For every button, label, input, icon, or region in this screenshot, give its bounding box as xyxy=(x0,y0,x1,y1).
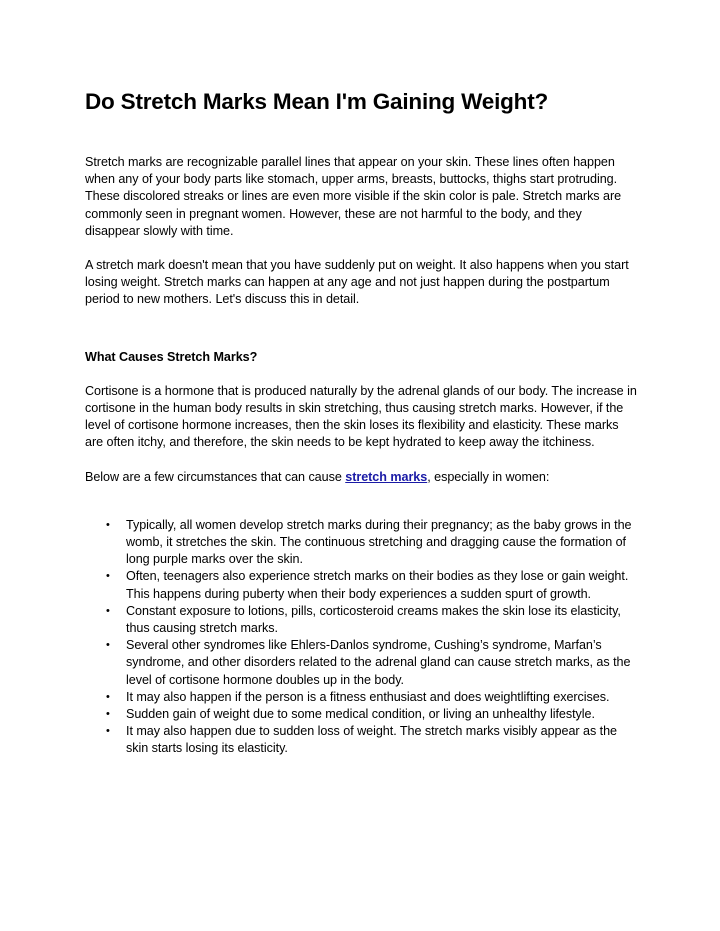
page-title: Do Stretch Marks Mean I'm Gaining Weight? xyxy=(85,89,549,114)
list-item-text: It may also happen due to sudden loss of weight. The stretch marks visibly appear as the skin starts losing its elasticity. xyxy=(126,724,617,756)
bullet-icon: • xyxy=(106,570,110,583)
list-item xyxy=(106,706,637,723)
list-item xyxy=(106,637,637,689)
list-item-text: Several other syndromes like Ehlers-Danlos syndrome, Cushing’s syndrome, Marfan’s syndrome, and other disorders related to the adrenal gland can cause stretch marks, as the level of cortisone hormone doubles up in the body. xyxy=(126,638,631,687)
bullet-icon: • xyxy=(106,639,110,652)
list-item xyxy=(106,568,637,602)
bullet-icon: • xyxy=(106,708,110,721)
bullet-icon: • xyxy=(106,725,110,738)
list-item-text: It may also happen if the person is a fitness enthusiast and does weightlifting exercises. xyxy=(126,689,610,704)
list-item-text: Typically, all women develop stretch marks during their pregnancy; as the baby grows in the womb, it stretches the skin. The continuous stretching and dragging cause the formation of long purple marks over the skin. xyxy=(126,517,632,567)
circumstances-list xyxy=(85,517,637,758)
list-item xyxy=(106,517,637,569)
article-body xyxy=(85,84,637,758)
list-item-text: Constant exposure to lotions, pills, corticosteroid creams makes the skin lose its elasticity, thus causing stretch marks. xyxy=(126,603,621,636)
bullet-icon: • xyxy=(106,604,110,617)
bullet-icon: • xyxy=(106,518,110,531)
intro-paragraph-1: Stretch marks are recognizable parallel lines that appear on your skin. These lines often happen when any of your body parts like stomach, upper arms, breasts, buttocks, thighs start protruding. These discolored streaks or lines are even more visible if the skin color is pale. Stretch marks are commonly seen in pregnant women. However, these are not harmful to the body, and they disappear slowly with time. xyxy=(85,155,622,238)
bullet-icon: • xyxy=(106,690,110,703)
list-item xyxy=(106,603,637,637)
list-item xyxy=(106,689,637,706)
list-item-text: Sudden gain of weight due to some medical condition, or living an unhealthy lifestyle. xyxy=(126,707,595,722)
intro-paragraph-2: A stretch mark doesn't mean that you have suddenly put on weight. It also happens when you start losing weight. Stretch marks can happen at any age and not just happen during the postpartum period to new mothers. Let's discuss this in detail. xyxy=(85,258,629,307)
section-paragraph: Cortisone is a hormone that is produced naturally by the adrenal glands of our body. The increase in cortisone in the human body results in skin stretching, thus causing stretch marks. However, if the level of cortisone hormone increases, then the skin loses its flexibility and elasticity. These marks are often itchy, and therefore, the skin needs to be kept hydrated to keep away the itchiness. xyxy=(85,383,637,450)
circumstances-intro xyxy=(85,469,637,486)
circumstances-intro-after: , especially in women: xyxy=(427,469,550,484)
circumstances-intro-before: Below are a few circumstances that can cause xyxy=(85,469,346,484)
stretch-marks-link[interactable]: stretch marks xyxy=(345,469,428,484)
list-item-text: Often, teenagers also experience stretch marks on their bodies as they lose or gain weight. This happens during puberty when their body experiences a sudden spurt of growth. xyxy=(126,569,629,601)
section-heading: What Causes Stretch Marks? xyxy=(85,349,258,364)
list-item xyxy=(106,723,637,757)
